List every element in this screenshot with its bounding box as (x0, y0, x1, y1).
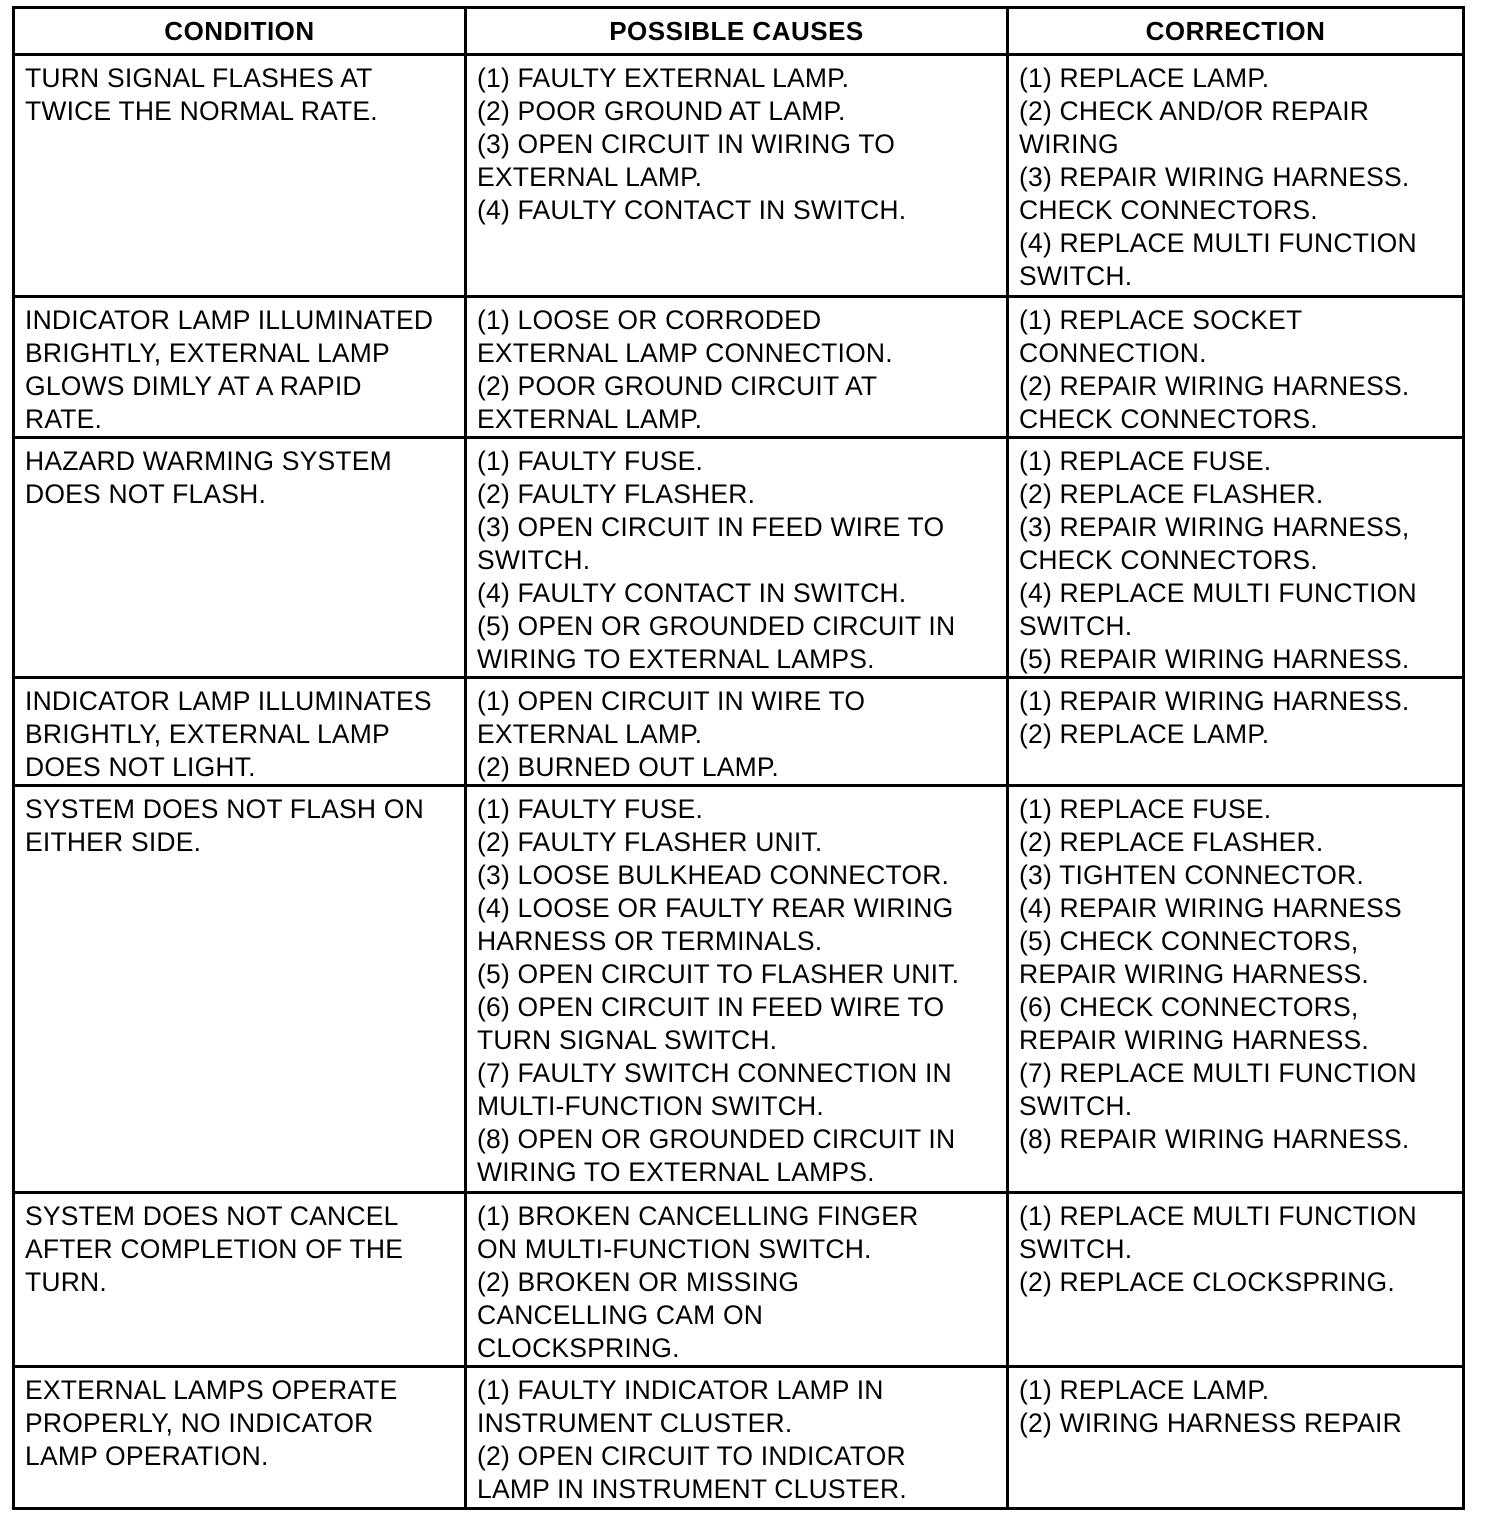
condition-cell (14, 786, 466, 1193)
correction-line: (2) REPLACE FLASHER. (1019, 827, 1324, 857)
causes-line: (3) OPEN CIRCUIT IN FEED WIRE TO (477, 512, 945, 542)
causes-line: (1) LOOSE OR CORRODED (477, 305, 822, 335)
causes-line: (8) OPEN OR GROUNDED CIRCUIT IN (477, 1124, 956, 1154)
condition-cell (14, 678, 466, 786)
causes-line: (3) LOOSE BULKHEAD CONNECTOR. (477, 860, 950, 890)
causes-line: (2) FAULTY FLASHER UNIT. (477, 827, 823, 857)
correction-line: SWITCH. (1019, 261, 1133, 291)
table-body (14, 55, 1464, 1509)
table-row (14, 297, 1464, 438)
causes-line: CANCELLING CAM ON (477, 1300, 764, 1330)
correction-line: (2) REPAIR WIRING HARNESS. (1019, 371, 1410, 401)
diagnosis-table (12, 6, 1465, 1510)
correction-cell (1008, 297, 1464, 438)
condition-cell (14, 1367, 466, 1509)
correction-line: (5) REPAIR WIRING HARNESS. (1019, 644, 1410, 674)
causes-cell (466, 786, 1008, 1193)
causes-line: SWITCH. (477, 545, 591, 575)
correction-line: (2) REPLACE CLOCKSPRING. (1019, 1267, 1395, 1297)
correction-line: (1) REPLACE LAMP. (1019, 63, 1270, 93)
correction-line: (1) REPLACE MULTI FUNCTION (1019, 1201, 1417, 1231)
condition-line: TURN SIGNAL FLASHES AT (25, 63, 373, 93)
condition-line: SYSTEM DOES NOT FLASH ON (25, 794, 424, 824)
correction-line: (1) REPLACE LAMP. (1019, 1375, 1270, 1405)
correction-line: (2) CHECK AND/OR REPAIR (1019, 96, 1370, 126)
causes-line: (2) OPEN CIRCUIT TO INDICATOR (477, 1441, 906, 1471)
table-row (14, 1367, 1464, 1509)
correction-line: (4) REPLACE MULTI FUNCTION (1019, 228, 1417, 258)
causes-line: (6) OPEN CIRCUIT IN FEED WIRE TO (477, 992, 945, 1022)
table-row (14, 1193, 1464, 1367)
correction-line: CHECK CONNECTORS. (1019, 195, 1318, 225)
correction-line: (4) REPLACE MULTI FUNCTION (1019, 578, 1417, 608)
condition-line: SYSTEM DOES NOT CANCEL (25, 1201, 399, 1231)
correction-line: SWITCH. (1019, 1091, 1133, 1121)
condition-line: PROPERLY, NO INDICATOR (25, 1408, 374, 1438)
condition-line: AFTER COMPLETION OF THE (25, 1234, 404, 1264)
correction-line: (1) REPLACE FUSE. (1019, 794, 1272, 824)
correction-line: (8) REPAIR WIRING HARNESS. (1019, 1124, 1410, 1154)
causes-line: (1) FAULTY EXTERNAL LAMP. (477, 63, 850, 93)
condition-line: BRIGHTLY, EXTERNAL LAMP (25, 719, 390, 749)
header-correction (1008, 8, 1464, 55)
correction-line: (4) REPAIR WIRING HARNESS (1019, 893, 1402, 923)
causes-line: (2) POOR GROUND CIRCUIT AT (477, 371, 878, 401)
correction-cell (1008, 1367, 1464, 1509)
correction-line: REPAIR WIRING HARNESS. (1019, 1025, 1369, 1055)
causes-line: ON MULTI-FUNCTION SWITCH. (477, 1234, 872, 1264)
causes-line: EXTERNAL LAMP CONNECTION. (477, 338, 893, 368)
correction-line: (2) REPLACE FLASHER. (1019, 479, 1324, 509)
causes-line: (5) OPEN OR GROUNDED CIRCUIT IN (477, 611, 956, 641)
correction-line: (1) REPLACE SOCKET (1019, 305, 1303, 335)
correction-line: (1) REPLACE FUSE. (1019, 446, 1272, 476)
condition-cell (14, 1193, 466, 1367)
causes-line: CLOCKSPRING. (477, 1333, 680, 1363)
causes-cell (466, 678, 1008, 786)
correction-line: (3) TIGHTEN CONNECTOR. (1019, 860, 1364, 890)
header-correction-label: CORRECTION (1145, 15, 1326, 46)
table-row (14, 438, 1464, 678)
causes-line: (4) FAULTY CONTACT IN SWITCH. (477, 195, 907, 225)
condition-cell (14, 297, 466, 438)
causes-line: (2) FAULTY FLASHER. (477, 479, 756, 509)
condition-line: HAZARD WARMING SYSTEM (25, 446, 392, 476)
causes-cell (466, 55, 1008, 297)
causes-line: (4) FAULTY CONTACT IN SWITCH. (477, 578, 907, 608)
causes-line: (1) FAULTY FUSE. (477, 446, 704, 476)
header-condition-label: CONDITION (164, 15, 315, 46)
correction-line: WIRING (1019, 129, 1119, 159)
correction-line: CHECK CONNECTORS. (1019, 545, 1318, 575)
causes-line: (4) LOOSE OR FAULTY REAR WIRING (477, 893, 954, 923)
causes-line: EXTERNAL LAMP. (477, 162, 703, 192)
correction-line: SWITCH. (1019, 1234, 1133, 1264)
correction-cell (1008, 1193, 1464, 1367)
causes-line: WIRING TO EXTERNAL LAMPS. (477, 1157, 875, 1187)
causes-line: (3) OPEN CIRCUIT IN WIRING TO (477, 129, 896, 159)
correction-cell (1008, 786, 1464, 1193)
condition-line: TURN. (25, 1267, 107, 1297)
correction-line: CHECK CONNECTORS. (1019, 404, 1318, 434)
condition-line: EXTERNAL LAMPS OPERATE (25, 1375, 398, 1405)
condition-line: DOES NOT LIGHT. (25, 752, 256, 782)
header-condition (14, 8, 466, 55)
correction-line: REPAIR WIRING HARNESS. (1019, 959, 1369, 989)
condition-cell (14, 438, 466, 678)
header-causes (466, 8, 1008, 55)
condition-line: LAMP OPERATION. (25, 1441, 269, 1471)
condition-line: BRIGHTLY, EXTERNAL LAMP (25, 338, 390, 368)
causes-line: INSTRUMENT CLUSTER. (477, 1408, 793, 1438)
causes-line: (1) OPEN CIRCUIT IN WIRE TO (477, 686, 866, 716)
causes-line: EXTERNAL LAMP. (477, 719, 703, 749)
condition-line: TWICE THE NORMAL RATE. (25, 96, 378, 126)
causes-line: (7) FAULTY SWITCH CONNECTION IN (477, 1058, 952, 1088)
correction-line: (6) CHECK CONNECTORS, (1019, 992, 1359, 1022)
causes-line: MULTI-FUNCTION SWITCH. (477, 1091, 824, 1121)
table-row (14, 55, 1464, 297)
causes-cell (466, 438, 1008, 678)
condition-line: EITHER SIDE. (25, 827, 202, 857)
correction-line: (1) REPAIR WIRING HARNESS. (1019, 686, 1410, 716)
correction-line: (7) REPLACE MULTI FUNCTION (1019, 1058, 1417, 1088)
correction-line: (5) CHECK CONNECTORS, (1019, 926, 1359, 956)
causes-line: (2) BURNED OUT LAMP. (477, 752, 779, 782)
correction-line: (2) WIRING HARNESS REPAIR (1019, 1408, 1402, 1438)
causes-line: WIRING TO EXTERNAL LAMPS. (477, 644, 875, 674)
table-row (14, 786, 1464, 1193)
correction-cell (1008, 55, 1464, 297)
correction-line: SWITCH. (1019, 611, 1133, 641)
causes-line: (1) FAULTY INDICATOR LAMP IN (477, 1375, 884, 1405)
correction-line: (3) REPAIR WIRING HARNESS, (1019, 512, 1410, 542)
causes-line: (2) POOR GROUND AT LAMP. (477, 96, 846, 126)
correction-line: (3) REPAIR WIRING HARNESS. (1019, 162, 1410, 192)
correction-cell (1008, 678, 1464, 786)
causes-line: HARNESS OR TERMINALS. (477, 926, 823, 956)
condition-line: INDICATOR LAMP ILLUMINATES (25, 686, 432, 716)
causes-cell (466, 1193, 1008, 1367)
condition-cell (14, 55, 466, 297)
condition-line: INDICATOR LAMP ILLUMINATED (25, 305, 434, 335)
causes-line: (1) FAULTY FUSE. (477, 794, 704, 824)
causes-line: TURN SIGNAL SWITCH. (477, 1025, 778, 1055)
correction-cell (1008, 438, 1464, 678)
causes-cell (466, 297, 1008, 438)
causes-line: LAMP IN INSTRUMENT CLUSTER. (477, 1474, 907, 1504)
condition-line: RATE. (25, 404, 103, 434)
header-causes-label: POSSIBLE CAUSES (609, 15, 864, 46)
causes-line: (1) BROKEN CANCELLING FINGER (477, 1201, 919, 1231)
condition-line: GLOWS DIMLY AT A RAPID (25, 371, 362, 401)
table-row (14, 678, 1464, 786)
condition-line: DOES NOT FLASH. (25, 479, 267, 509)
header-row (14, 8, 1464, 55)
causes-line: (5) OPEN CIRCUIT TO FLASHER UNIT. (477, 959, 960, 989)
causes-line: (2) BROKEN OR MISSING (477, 1267, 800, 1297)
causes-line: EXTERNAL LAMP. (477, 404, 703, 434)
causes-cell (466, 1367, 1008, 1509)
correction-line: (2) REPLACE LAMP. (1019, 719, 1270, 749)
correction-line: CONNECTION. (1019, 338, 1207, 368)
